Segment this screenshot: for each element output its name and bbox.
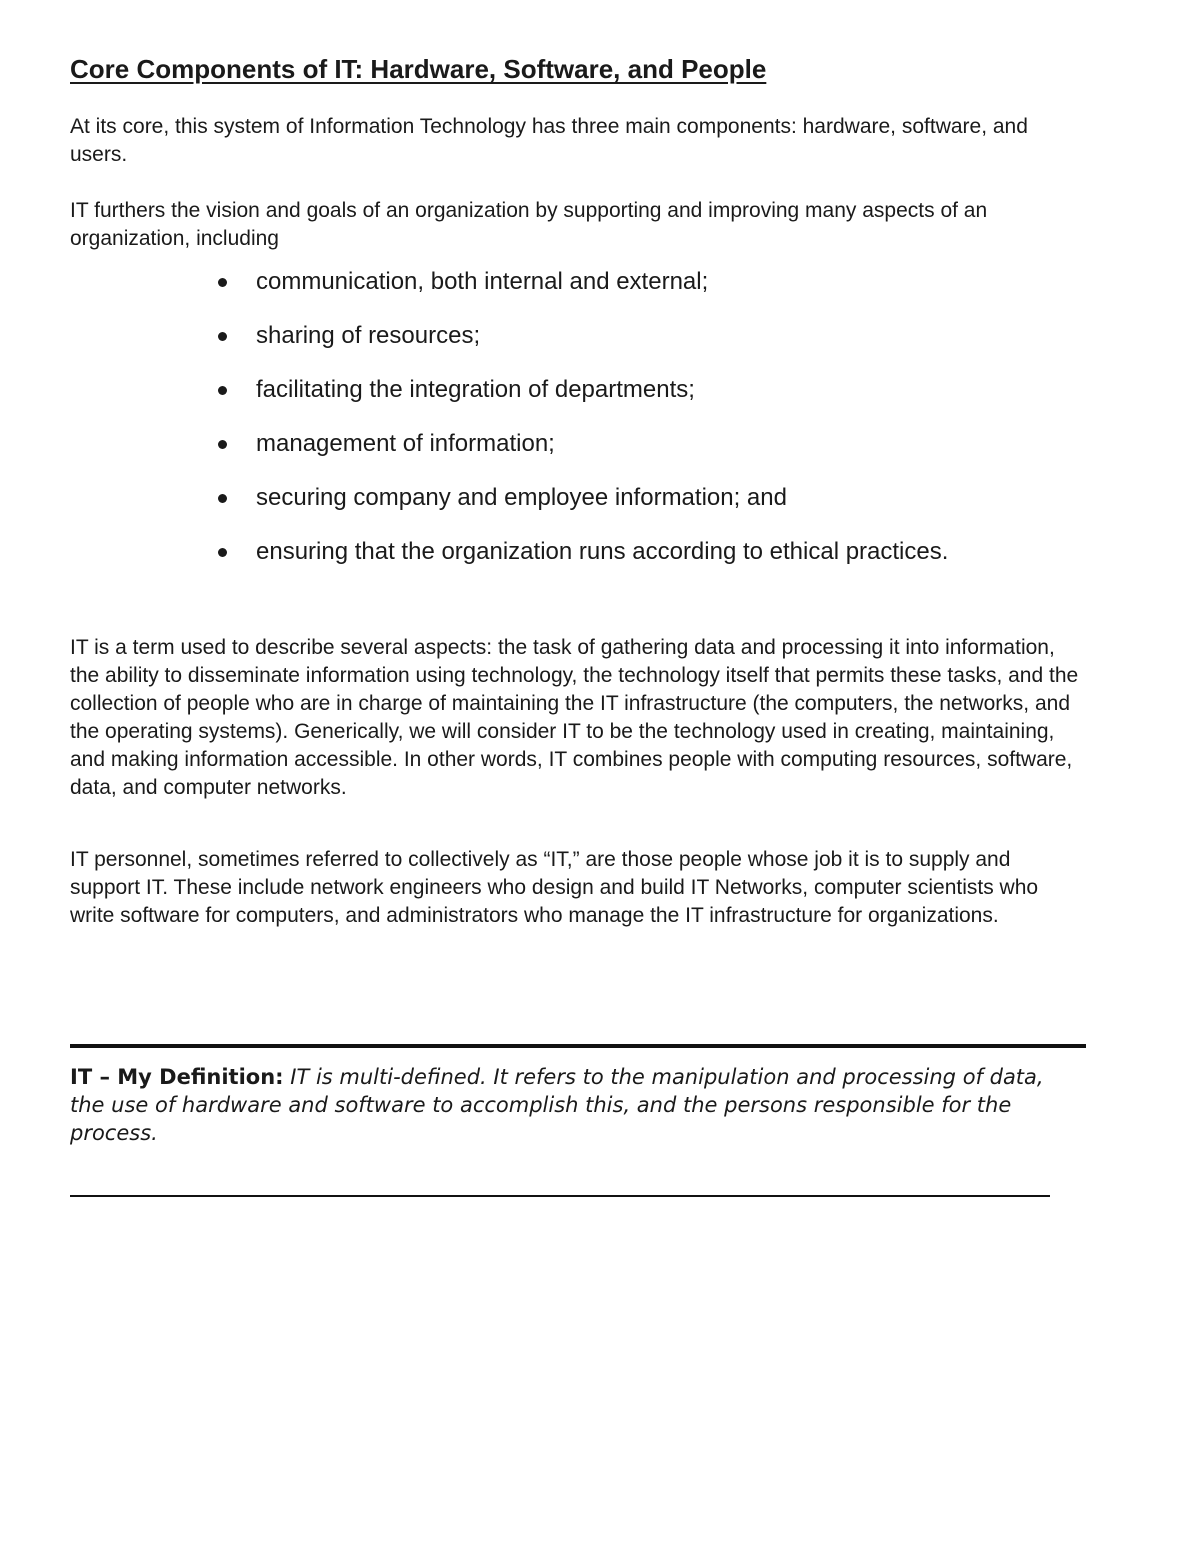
list-item-text: sharing of resources; (256, 322, 481, 349)
bullet-icon (218, 332, 227, 341)
list-item-text: securing company and employee information; and (256, 484, 787, 511)
list-item (0, 320, 1200, 374)
definition-text: IT is multi-defined. It refers to the manipulation and processing of data, the use of hardware and software to accomplish this, and the persons responsible for the process. (70, 1065, 1044, 1145)
bullet-icon (218, 494, 227, 503)
list-item (0, 266, 1200, 320)
list-item (0, 536, 1200, 590)
page-title: Core Components of IT: Hardware, Software, and People (70, 54, 767, 84)
list-item-text: communication, both internal and external; (256, 268, 709, 295)
personnel-paragraph: IT personnel, sometimes referred to collectively as “IT,” are those people whose job it is to supply and support IT. These include network engineers who design and build IT Networks, computer scientists who write software for computers, and administrators who manage the IT infrastructure for organizations. (70, 848, 1039, 927)
list-item (0, 428, 1200, 482)
list-item (0, 374, 1200, 428)
my-definition (70, 1063, 1050, 1147)
furthers-paragraph: IT furthers the vision and goals of an organization by supporting and improving many aspects of an organization, including (70, 199, 988, 250)
term-paragraph: IT is a term used to describe several aspects: the task of gathering data and processing it into information, the ability to disseminate information using technology, the technology itself that permits these tasks, and the collection of people who are in charge of maintaining the IT infrastructure (the computers, the networks, and the operating systems). Generically, we will consider IT to be the technology used in creating, maintaining, and making information accessible. In other words, IT combines people with computing resources, software, data, and computer networks. (70, 636, 1079, 799)
top-divider (70, 1044, 1086, 1048)
intro-paragraph: At its core, this system of Information Technology has three main components: hardware, software, and users. (70, 115, 1028, 166)
list-item-text: ensuring that the organization runs according to ethical practices. (256, 538, 949, 565)
bullet-icon (218, 440, 227, 449)
bullet-icon (218, 548, 227, 557)
bottom-divider (70, 1195, 1050, 1197)
list-item-text: management of information; (256, 430, 555, 457)
bullet-icon (218, 386, 227, 395)
aspects-list (0, 266, 1200, 590)
list-item (0, 482, 1200, 536)
bullet-icon (218, 278, 227, 287)
list-item-text: facilitating the integration of departments; (256, 376, 695, 403)
definition-label: IT – My Definition: (70, 1065, 284, 1089)
